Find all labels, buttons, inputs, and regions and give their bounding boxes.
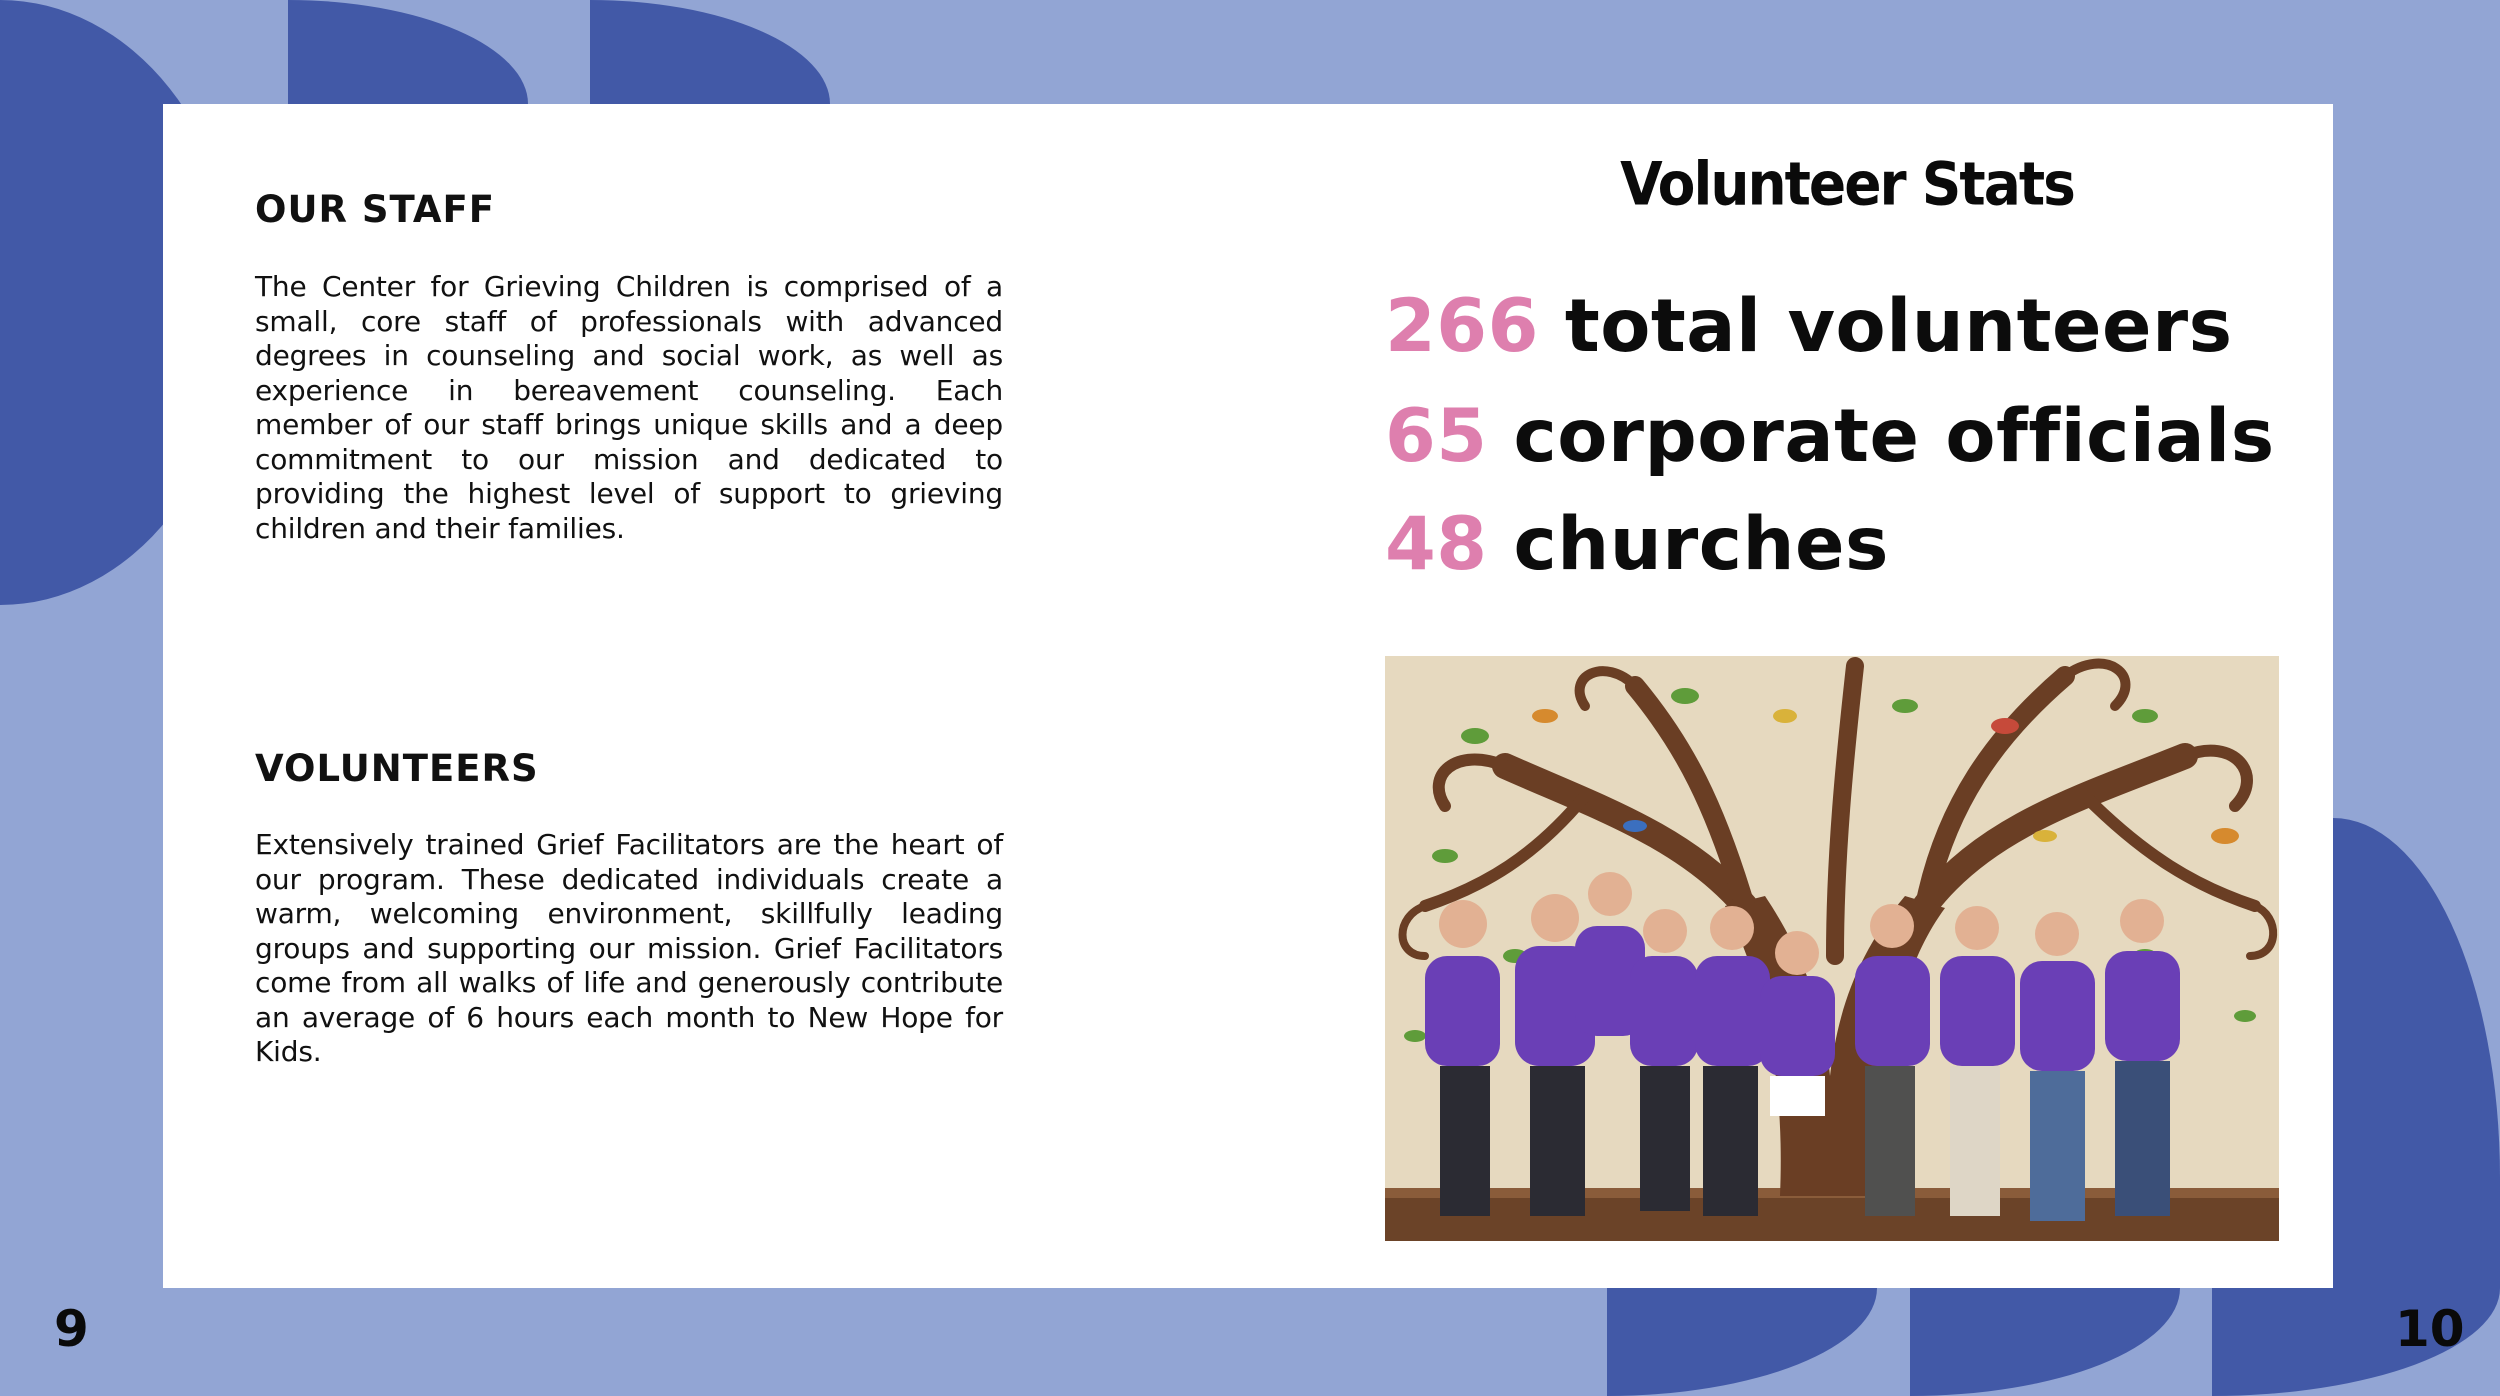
volunteers-paragraph: Extensively trained Grief Facilitators are the heart of our program. These dedicated individuals create a warm, welcoming environment, skillfully leading groups and supporting our mission. Grief Facilitators come from all walks of life and generously contribute an average of 6 hours each month to New Hope for Kids. <box>255 828 1003 1068</box>
stat-total-volunteers <box>1385 284 2233 369</box>
page-number-left: 9 <box>54 1300 89 1358</box>
stats-title: Volunteer Stats <box>1620 149 2074 219</box>
decor-quarter-circle-bottom-1 <box>1607 1288 1877 1396</box>
stat-label: total volunteers <box>1564 284 2233 369</box>
stat-number: 48 <box>1385 502 1488 587</box>
stat-number: 266 <box>1385 284 1539 369</box>
volunteers-heading: VOLUNTEERS <box>255 747 539 790</box>
content-card <box>163 104 2333 1288</box>
stat-churches <box>1385 502 1889 587</box>
decor-quarter-circle-bottom-2 <box>1910 1288 2180 1396</box>
staff-paragraph: The Center for Grieving Children is comprised of a small, core staff of professionals with advanced degrees in counseling and social work, as well as experience in bereavement counseling. Each member of our staff brings unique skills and a deep commitment to our mission and dedicated to providing the highest level of support to grieving children and their families. <box>255 270 1003 545</box>
stat-number: 65 <box>1385 394 1488 479</box>
staff-heading: OUR STAFF <box>255 188 496 231</box>
stat-corporate-officials <box>1385 394 2275 479</box>
stat-label: churches <box>1513 502 1889 587</box>
decor-quarter-circle-top-2 <box>590 0 830 104</box>
page-number-right: 10 <box>2395 1300 2465 1358</box>
decor-quarter-circle-top-1 <box>288 0 528 104</box>
tree-mural-illustration <box>1385 656 2279 1241</box>
volunteer-group-photo <box>1385 656 2279 1241</box>
decor-quarter-circle-right <box>2333 818 2500 1288</box>
stat-label: corporate officials <box>1513 394 2275 479</box>
